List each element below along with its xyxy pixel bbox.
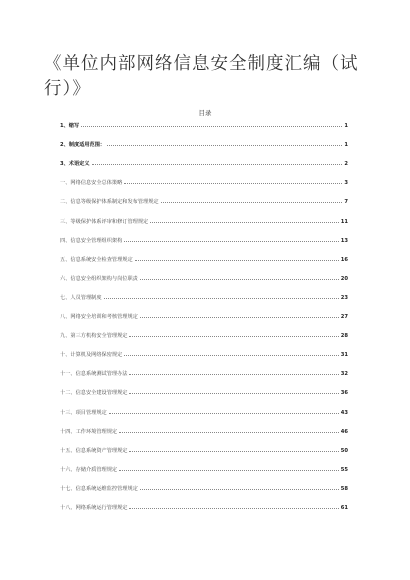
toc-entry-label: 三、等级保护体系评审和修订管理规定 bbox=[60, 218, 149, 225]
toc-dot-leader bbox=[107, 145, 342, 146]
toc-entry-label: 二、信息等级保护体系制定和发布管理规定 bbox=[60, 199, 159, 206]
toc-entry-page-number: 36 bbox=[340, 390, 348, 397]
toc-entry[interactable] bbox=[60, 352, 348, 358]
toc-entry-page-number: 43 bbox=[340, 409, 348, 416]
toc-entry-label: 十一、信息系统测试管理办法 bbox=[60, 371, 128, 378]
toc-entry-page-number: 58 bbox=[340, 485, 348, 492]
toc-entry[interactable] bbox=[60, 123, 348, 129]
toc-dot-leader bbox=[140, 317, 339, 318]
toc-entry-page-number: 1 bbox=[344, 123, 348, 129]
toc-entry-label: 十七、信息系统运维监控管理规定 bbox=[60, 485, 138, 492]
toc-entry-label: 六、信息安全组织架构与岗位职责 bbox=[60, 275, 138, 282]
toc-entry-page-number: 23 bbox=[340, 294, 348, 301]
toc-dot-leader bbox=[124, 183, 342, 184]
toc-entry[interactable] bbox=[60, 276, 348, 282]
toc-entry[interactable] bbox=[60, 448, 348, 454]
toc-entry-label: 十六、存储介质管理规定 bbox=[60, 466, 118, 473]
toc-dot-leader bbox=[135, 260, 339, 261]
document-title: 《单位内部网络信息安全制度汇编（试行）》 bbox=[44, 54, 359, 99]
toc-entry-page-number: 32 bbox=[340, 371, 348, 378]
toc-dot-leader bbox=[109, 413, 339, 414]
toc-dot-leader bbox=[124, 241, 339, 242]
toc-entry-page-number: 11 bbox=[340, 218, 348, 225]
toc-dot-leader bbox=[161, 202, 343, 203]
toc-dot-leader bbox=[81, 126, 342, 127]
toc-entry[interactable] bbox=[60, 199, 348, 205]
toc-entry-label: 五、信息系统安全检查管理规定 bbox=[60, 256, 133, 263]
toc-dot-leader bbox=[92, 164, 343, 165]
toc-entry-label: 一、网络信息安全总体策略 bbox=[60, 180, 123, 187]
toc-entry-label: 2、制度适用范围： bbox=[60, 142, 106, 149]
toc-dot-leader bbox=[119, 470, 339, 471]
toc-entry[interactable] bbox=[60, 295, 348, 301]
toc-dot-leader bbox=[129, 508, 338, 509]
toc-entry-label: 十二、信息安全建设管理规定 bbox=[60, 390, 128, 397]
toc-dot-leader bbox=[129, 451, 338, 452]
toc-entry[interactable] bbox=[60, 161, 348, 167]
toc-entry-page-number: 31 bbox=[340, 352, 348, 359]
toc-entry-label: 十、计算机及网络保密规定 bbox=[60, 352, 123, 359]
toc-entry[interactable] bbox=[60, 219, 348, 225]
toc-entry[interactable] bbox=[60, 257, 348, 263]
toc-entry[interactable] bbox=[60, 333, 348, 339]
toc-entry[interactable] bbox=[60, 180, 348, 186]
toc-entry[interactable] bbox=[60, 314, 348, 320]
toc-entry[interactable] bbox=[60, 371, 348, 377]
toc-entry-label: 十三、项目管理规定 bbox=[60, 409, 107, 416]
toc-entry[interactable] bbox=[60, 429, 348, 435]
toc-entry-page-number: 27 bbox=[340, 314, 348, 320]
toc-entry-label: 1、缩写 bbox=[60, 123, 80, 129]
toc-entry[interactable] bbox=[60, 467, 348, 473]
toc-entry[interactable] bbox=[60, 142, 348, 148]
toc-dot-leader bbox=[129, 374, 338, 375]
toc-dot-leader bbox=[150, 222, 339, 223]
toc-dot-leader bbox=[119, 432, 339, 433]
toc-entry[interactable] bbox=[60, 390, 348, 396]
toc-dot-leader bbox=[140, 489, 339, 490]
toc-entry-label: 十八、网络系统运行管理规定 bbox=[60, 505, 128, 511]
toc-entry-label: 十四、工作环境管理规定 bbox=[60, 428, 118, 435]
toc-entry-page-number: 3 bbox=[344, 180, 348, 187]
toc-entry-label: 四、信息安全管理组织架构 bbox=[60, 237, 123, 244]
toc-dot-leader bbox=[124, 355, 339, 356]
toc-dot-leader bbox=[129, 393, 338, 394]
toc-entry-page-number: 46 bbox=[340, 428, 348, 435]
toc-dot-leader bbox=[129, 336, 338, 337]
toc-entry-page-number: 7 bbox=[344, 199, 348, 206]
toc-entry-page-number: 1 bbox=[344, 142, 348, 149]
toc-entry[interactable] bbox=[60, 486, 348, 492]
toc-entry[interactable] bbox=[60, 505, 348, 511]
toc-entry-label: 九、第三方机构安全管理规定 bbox=[60, 333, 128, 340]
toc-entry-page-number: 13 bbox=[340, 237, 348, 244]
toc-dot-leader bbox=[140, 279, 339, 280]
toc-entry-page-number: 20 bbox=[340, 275, 348, 282]
toc-entry[interactable] bbox=[60, 410, 348, 416]
toc-entry-page-number: 2 bbox=[344, 161, 348, 168]
toc-entry-page-number: 16 bbox=[340, 256, 348, 263]
toc-entry-label: 八、网络安全培训和考核管理规定 bbox=[60, 314, 138, 320]
toc-entry-label: 十五、信息系统资产管理规定 bbox=[60, 447, 128, 454]
toc-dot-leader bbox=[104, 298, 339, 299]
toc-entry-page-number: 61 bbox=[340, 505, 348, 511]
toc-entry-label: 七、人员管理制度 bbox=[60, 294, 102, 301]
toc-entry[interactable] bbox=[60, 238, 348, 244]
toc-entry-page-number: 50 bbox=[340, 447, 348, 454]
toc-entry-page-number: 28 bbox=[340, 333, 348, 340]
toc-heading: 目录 bbox=[198, 109, 212, 117]
toc-entry-label: 3、术语定义 bbox=[60, 161, 90, 168]
toc-entry-page-number: 55 bbox=[340, 466, 348, 473]
